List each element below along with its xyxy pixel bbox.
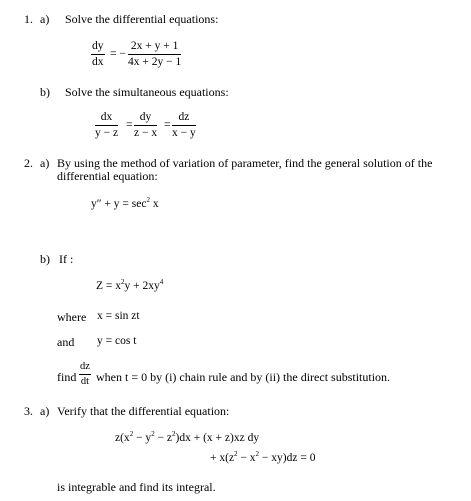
q1b-equals-1: =	[126, 119, 133, 131]
q3a-text: Verify that the differential equation:	[57, 404, 230, 418]
q1b-label: b)	[40, 85, 50, 99]
q1b-fraction-1-denominator: y − z	[95, 126, 119, 139]
q1a-equals-minus: = −	[110, 48, 126, 60]
q3a-eq1-exponent-1: 2	[129, 430, 134, 438]
q1a-rhs-denominator: 4x + 2y − 1	[128, 55, 182, 68]
q1b-fraction-2-denominator: z − x	[134, 126, 158, 139]
q1b-fraction-2	[134, 112, 157, 139]
q3a-eq1-exponent-2: 2	[151, 430, 155, 438]
q1b-fraction-2-numerator: dy	[134, 112, 157, 126]
q1a-text: Solve the differential equations:	[65, 12, 219, 26]
q3a-eq1-part-3: − z	[154, 432, 173, 444]
q2b-where-label: where	[57, 310, 87, 324]
q2b-and-label: and	[57, 335, 75, 349]
q3a-eq1-part-4: )dx + (x + z)xz dy	[175, 432, 260, 444]
q2-number: 2.	[24, 156, 33, 170]
q1-number: 1.	[24, 12, 33, 26]
q3a-eq1-part-1: z(x	[115, 432, 130, 444]
q1b-fraction-3-denominator: x − y	[172, 126, 196, 139]
q1a-lhs-fraction	[91, 41, 105, 68]
q3a-label: a)	[40, 404, 50, 418]
q2a-text-line2: differential equation:	[57, 169, 158, 183]
q2b-z-part-2: y + 2xy	[124, 280, 160, 292]
q3a-eq1-part-2: − y	[133, 432, 152, 444]
q2b-find-denominator: dt	[80, 375, 90, 387]
q2b-and-equation: y = cos t	[97, 335, 137, 347]
q3a-conclusion: is integrable and find its integral.	[57, 480, 216, 494]
q3a-eq2-part-1: + x(z	[210, 452, 235, 464]
q2b-find-fraction	[79, 362, 91, 387]
q1a-rhs-numerator: 2x + y + 1	[128, 41, 181, 55]
q3a-eq2-part-2: − x	[237, 452, 256, 464]
q1b-equals-2: =	[164, 119, 171, 131]
q3a-equation-line1	[115, 430, 260, 445]
q3-number: 3.	[24, 404, 33, 418]
q3a-eq2-exponent-1: 2	[234, 450, 238, 458]
q2a-equation	[91, 196, 159, 211]
q2b-find-numerator: dz	[79, 362, 91, 375]
q2b-z-equation	[96, 278, 164, 293]
q1b-fraction-3	[172, 112, 196, 139]
q2b-if-text: If :	[59, 252, 74, 266]
q1b-fraction-1	[95, 112, 118, 139]
q2a-text-line1: By using the method of variation of parameter, find the general solution of the	[57, 156, 433, 170]
q2a-eq-part-2: x	[149, 198, 159, 210]
q2b-label: b)	[40, 252, 50, 266]
q1a-lhs-denominator: dx	[92, 55, 104, 68]
q2a-eq-exponent: 2	[146, 196, 150, 204]
q2b-z-exponent-1: 2	[121, 278, 125, 286]
q1a-rhs-fraction	[128, 41, 181, 68]
q1b-fraction-3-numerator: dz	[172, 112, 196, 126]
q1b-fraction-1-numerator: dx	[95, 112, 118, 126]
q3a-equation-line2	[210, 450, 316, 465]
q2a-label: a)	[40, 156, 50, 170]
q2b-find-text: when t = 0 by (i) chain rule and by (ii) the direct substitution.	[96, 370, 391, 384]
q1a-lhs-numerator: dy	[91, 41, 105, 55]
q2b-z-exponent-2: 4	[159, 278, 164, 286]
q1b-text: Solve the simultaneous equations:	[65, 85, 229, 99]
q2b-find-label: find	[57, 370, 77, 384]
q3a-eq2-exponent-2: 2	[255, 450, 260, 458]
q3a-eq2-part-3: − xy)dz = 0	[259, 452, 316, 464]
q2b-where-equation: x = sin zt	[97, 310, 140, 322]
q2a-eq-part-1: y″ + y = sec	[91, 198, 147, 210]
q2b-z-part-1: Z = x	[96, 280, 122, 292]
q1a-label: a)	[40, 12, 50, 26]
q3a-eq1-exponent-3: 2	[172, 430, 176, 438]
